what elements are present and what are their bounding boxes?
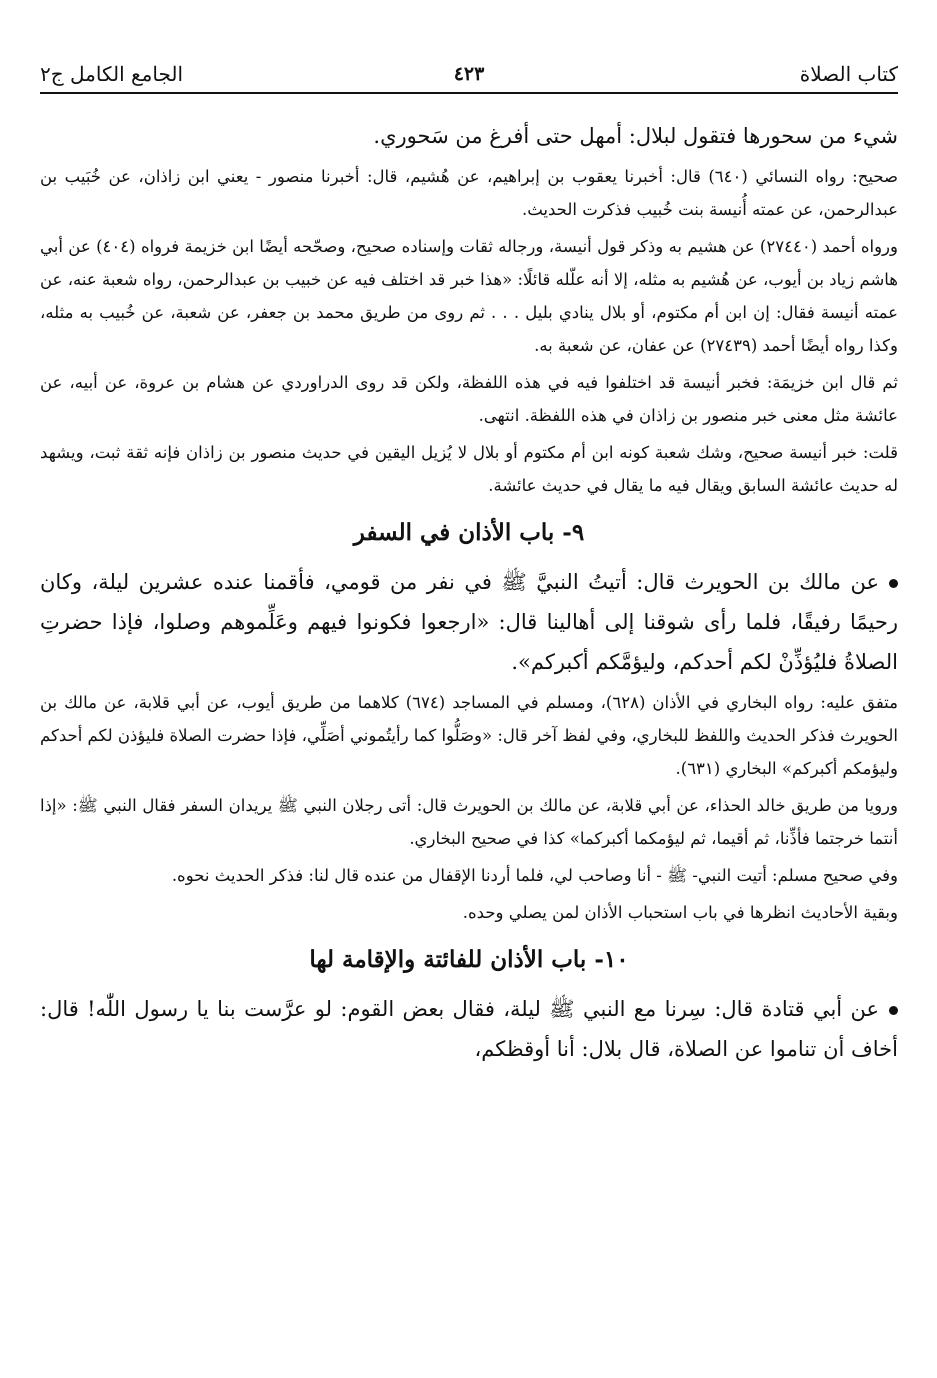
hadith-continuation: شيء من سحورها فتقول لبلال: أمهل حتى أفرغ من سَحوري. (373, 124, 898, 148)
header-book-title: كتاب الصلاة (799, 62, 898, 86)
hadith-text: عن أبي قتادة قال: سِرنا مع النبي ﷺ ليلة، فقال بعض القوم: لو عرَّست بنا يا رسول اللّٰه! قال: أخاف أن تناموا عن الصلاة، قال بلال: أنا أوقظكم، (40, 997, 898, 1061)
commentary-paragraph: ورويا من طريق خالد الحذاء، عن أبي قلابة، عن مالك بن الحويرث قال: أتى رجلان النبي ﷺ يريدان السفر فقال النبي ﷺ: «إذا أنتما خرجتما فأذِّنا، ثم أقيما، ثم ليؤمكما أكبركما» كذا في صحيح البخاري. (40, 796, 898, 848)
header-volume-title: الجامع الكامل ج٢ (40, 62, 184, 86)
hadith-paragraph (40, 989, 898, 1069)
chapter-heading-10: ١٠- باب الأذان للفائتة والإقامة لها (309, 946, 629, 973)
book-page (40, 52, 898, 1069)
bullet-icon (889, 1006, 898, 1015)
commentary-paragraph: وبقية الأحاديث انظرها في باب استحباب الأذان لمن يصلي وحده. (462, 903, 898, 922)
commentary-paragraph: وفي صحيح مسلم: أتيت النبي- ﷺ - أنا وصاحب لي، فلما أردنا الإقفال من عنده قال لنا: فذكر الحديث نحوه. (171, 866, 898, 885)
commentary-paragraph: ثم قال ابن خزيمَة: فخبر أنيسة قد اختلفوا فيه في هذه اللفظة، ولكن قد روى الدراوردي عن هشام بن عروة، عن أبيه، عن عائشة مثل معنى خبر منصور بن زاذان في هذه اللفظة. انتهى. (40, 373, 898, 425)
commentary-paragraph: صحيح: رواه النسائي (٦٤٠) قال: أخبرنا يعقوب بن إبراهيم، عن هُشيم، قال: أخبرنا منصور - يعني ابن زاذان، عن خُبَيب بن عبدالرحمن، عن عمته أُنيسة بنت خُبيب فذكرت الحديث. (40, 167, 898, 219)
hadith-text: عن مالك بن الحويرث قال: أتيتُ النبيَّ ﷺ في نفر من قومي، فأقمنا عنده عشرين ليلة، وكان رحيمًا رفيقًا، فلما رأى شوقنا إلى أهالينا قال: «ارجعوا فكونوا فيهم وعَلِّموهم وصلوا، فإذا حضرتِ الصلاةُ فليُؤذِّنْ لكم أحدكم، وليؤمَّكم أكبركم». (40, 570, 898, 674)
running-header (40, 52, 898, 94)
commentary-paragraph: ورواه أحمد (٢٧٤٤٠) عن هشيم به وذكر قول أنيسة، ورجاله ثقات وإسناده صحيح، وصحّحه أيضًا ابن خزيمة فرواه (٤٠٤) عن أبي هاشم زياد بن أيوب، عن هُشيم به مثله، إلا أنه علّله قائلًا: «هذا خبر قد اختلف فيه عن خبيب بن عبدالرحمن، رواه شعبة عنه، عن عمته أنيسة فقال: إن ابن أم مكتوم، أو بلال ينادي بليل . . . ثم روى من طريق محمد بن جعفر، عن شعبة، عن خُبيب به مثله، وكذا رواه أيضًا أحمد (٢٧٤٣٩) عن عفان، عن شعبة به. (40, 237, 898, 355)
chapter-heading-9: ٩- باب الأذان في السفر (353, 519, 585, 546)
page-number: ٤٢٣ (453, 63, 485, 85)
commentary-paragraph: متفق عليه: رواه البخاري في الأذان (٦٢٨)، ومسلم في المساجد (٦٧٤) كلاهما من طريق أيوب، عن أبي قلابة، عن مالك بن الحويرث فذكر الحديث واللفظ للبخاري، وفي لفظ آخر قال: «وصَلُّوا كما رأيتُموني أصَلِّي، فإذا حضرت الصلاة فليؤذن لكم أحدكم وليؤمكم أكبركم» البخاري (٦٣١). (40, 693, 899, 778)
page-body (40, 116, 898, 1069)
bullet-icon (889, 579, 898, 588)
hadith-paragraph (40, 562, 898, 682)
commentary-paragraph: قلت: خبر أنيسة صحيح، وشك شعبة كونه ابن أم مكتوم أو بلال لا يُزيل اليقين في حديث منصور بن زاذان فإنه ثقة ثبت، ويشهد له حديث عائشة السابق ويقال فيه ما يقال في حديث عائشة. (40, 443, 898, 495)
